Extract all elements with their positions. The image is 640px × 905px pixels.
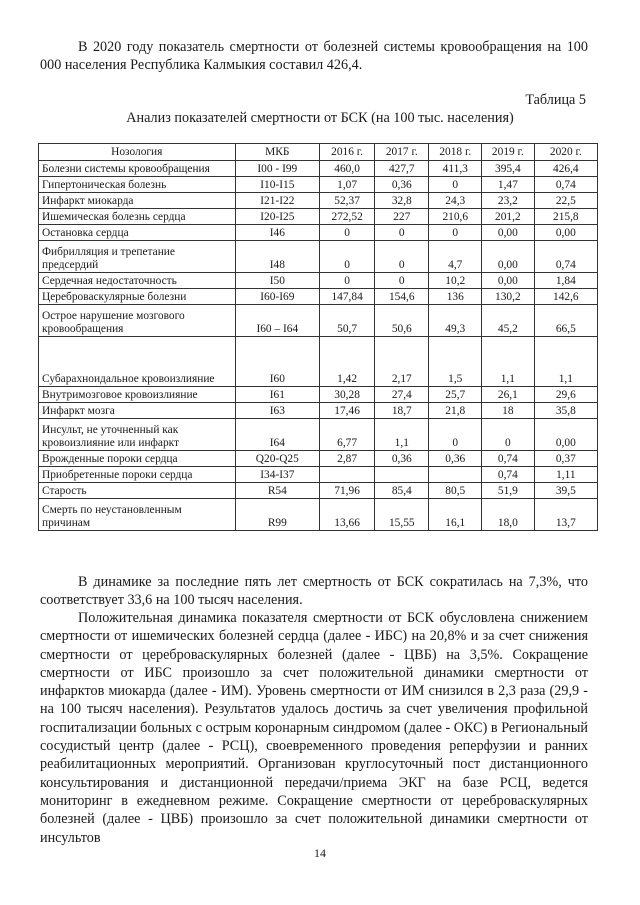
value-cell: 10,2	[429, 273, 482, 289]
value-cell: 15,55	[375, 499, 429, 531]
value-cell: 0,00	[534, 419, 597, 451]
value-cell: 80,5	[429, 483, 482, 499]
value-cell: 427,7	[375, 161, 429, 177]
value-cell: 272,52	[320, 209, 375, 225]
table-row	[39, 387, 598, 403]
value-cell: 13,66	[320, 499, 375, 531]
icd-code-cell: I64	[235, 419, 320, 451]
header-2017: 2017 г.	[375, 144, 429, 161]
value-cell: 85,4	[375, 483, 429, 499]
value-cell: 51,9	[482, 483, 535, 499]
value-cell: 1,1	[375, 419, 429, 451]
icd-code-cell: R54	[235, 483, 320, 499]
table-body	[39, 161, 598, 531]
value-cell: 0	[320, 273, 375, 289]
value-cell: 215,8	[534, 209, 597, 225]
value-cell: 49,3	[429, 305, 482, 337]
header-nosology: Нозология	[39, 144, 236, 161]
value-cell: 4,7	[429, 241, 482, 273]
value-cell: 26,1	[482, 387, 535, 403]
value-cell: 136	[429, 289, 482, 305]
value-cell: 0,74	[482, 451, 535, 467]
header-2016: 2016 г.	[320, 144, 375, 161]
value-cell: 0	[320, 225, 375, 241]
value-cell: 0,00	[482, 241, 535, 273]
icd-code-cell: I60-I69	[235, 289, 320, 305]
page-number: 14	[314, 846, 326, 860]
icd-code-cell: I20-I25	[235, 209, 320, 225]
icd-code-cell: I46	[235, 225, 320, 241]
mortality-table	[38, 143, 598, 531]
value-cell: 0,74	[482, 467, 535, 483]
value-cell: 0,74	[534, 177, 597, 193]
icd-code-cell: I60	[235, 337, 320, 387]
header-2020: 2020 г.	[534, 144, 597, 161]
header-icd: МКБ	[235, 144, 320, 161]
table-row	[39, 419, 598, 451]
value-cell	[429, 467, 482, 483]
value-cell: 6,77	[320, 419, 375, 451]
nosology-cell: Ишемическая болезнь сердца	[39, 209, 236, 225]
value-cell: 50,6	[375, 305, 429, 337]
value-cell: 227	[375, 209, 429, 225]
value-cell: 39,5	[534, 483, 597, 499]
value-cell: 22,5	[534, 193, 597, 209]
nosology-cell: Внутримозговое кровоизлияние	[39, 387, 236, 403]
value-cell: 17,46	[320, 403, 375, 419]
value-cell: 0	[429, 419, 482, 451]
nosology-cell: Инфаркт мозга	[39, 403, 236, 419]
value-cell: 1,5	[429, 337, 482, 387]
value-cell: 52,37	[320, 193, 375, 209]
icd-code-cell: I10-I15	[235, 177, 320, 193]
value-cell: 0	[320, 241, 375, 273]
icd-code-cell: I48	[235, 241, 320, 273]
analysis-paragraph: Положительная динамика показателя смертности от БСК обусловлена снижением смертности от ишемических болезней сердца (далее - ИБС) на 20,8% и за счет снижения смертности от цереброваскулярных болезней (далее - ЦВБ) на 3,5%. Сокращение смертности от ИБС произошло за счет положительной динамики смертности от инфарктов миокарда (далее - ИМ). Уровень смертности от ИМ снизился в 2,3 раза (29,9 - на 100 тысяч населения). Результатов удалось достичь за счет увеличения профильной госпитализации больных с острым коронарным синдромом (далее - ОКС) в Региональный сосудистый центр (далее - РСЦ), своевременного проведения реперфузии и ранних реабилитационных мероприятий. Организован круглосуточный пост дистанционного консультирования и дистанционной передачи/приема ЭКГ на базе РСЦ, ведется мониторинг в ежедневном режиме. Сокращение смертности от цереброваскулярных болезней (далее - ЦВБ) произошло за счет положительной динамики смертности от инсультов	[40, 610, 588, 846]
table-row	[39, 225, 598, 241]
nosology-cell: Гипертоническая болезнь	[39, 177, 236, 193]
header-2019: 2019 г.	[482, 144, 535, 161]
value-cell: 0	[375, 225, 429, 241]
icd-code-cell: I50	[235, 273, 320, 289]
table-row	[39, 161, 598, 177]
nosology-cell: Смерть по неустановленным причинам	[39, 499, 236, 531]
value-cell: 0,74	[534, 241, 597, 273]
dynamics-paragraph: В динамике за последние пять лет смертность от БСК сократилась на 7,3%, что соответствует 33,6 на 100 тысяч населения.	[40, 574, 588, 609]
table-row	[39, 273, 598, 289]
table-row	[39, 483, 598, 499]
value-cell: 0,36	[375, 177, 429, 193]
nosology-cell: Цереброваскулярные болезни	[39, 289, 236, 305]
value-cell: 25,7	[429, 387, 482, 403]
value-cell: 142,6	[534, 289, 597, 305]
value-cell	[320, 467, 375, 483]
value-cell: 1,1	[534, 337, 597, 387]
value-cell: 23,2	[482, 193, 535, 209]
table-row	[39, 499, 598, 531]
value-cell: 13,7	[534, 499, 597, 531]
value-cell: 50,7	[320, 305, 375, 337]
nosology-cell: Инфаркт миокарда	[39, 193, 236, 209]
nosology-cell: Приобретенные пороки сердца	[39, 467, 236, 483]
nosology-cell: Остановка сердца	[39, 225, 236, 241]
value-cell: 395,4	[482, 161, 535, 177]
table-row	[39, 193, 598, 209]
value-cell: 147,84	[320, 289, 375, 305]
value-cell: 0,00	[534, 225, 597, 241]
value-cell: 1,47	[482, 177, 535, 193]
icd-code-cell: I34-I37	[235, 467, 320, 483]
table-row	[39, 289, 598, 305]
table-row	[39, 451, 598, 467]
value-cell: 210,6	[429, 209, 482, 225]
nosology-cell: Субарахноидальное кровоизлияние	[39, 337, 236, 387]
value-cell: 0	[482, 419, 535, 451]
value-cell: 0,37	[534, 451, 597, 467]
table-row	[39, 403, 598, 419]
value-cell: 201,2	[482, 209, 535, 225]
value-cell: 1,1	[482, 337, 535, 387]
value-cell: 0,36	[375, 451, 429, 467]
value-cell: 0,36	[429, 451, 482, 467]
icd-code-cell: I00 - I99	[235, 161, 320, 177]
value-cell: 21,8	[429, 403, 482, 419]
value-cell: 66,5	[534, 305, 597, 337]
intro-paragraph: В 2020 году показатель смертности от болезней системы кровообращения на 100 000 населения Республика Калмыкия составил 426,4.	[40, 39, 588, 74]
value-cell: 27,4	[375, 387, 429, 403]
value-cell: 18	[482, 403, 535, 419]
value-cell: 0	[375, 241, 429, 273]
nosology-cell: Врожденные пороки сердца	[39, 451, 236, 467]
value-cell: 2,17	[375, 337, 429, 387]
value-cell: 45,2	[482, 305, 535, 337]
value-cell: 0	[375, 273, 429, 289]
value-cell: 32,8	[375, 193, 429, 209]
nosology-cell: Острое нарушение мозгового кровообращения	[39, 305, 236, 337]
value-cell: 16,1	[429, 499, 482, 531]
table-caption: Анализ показателей смертности от БСК (на 100 тыс. населения)	[126, 110, 514, 126]
value-cell: 1,42	[320, 337, 375, 387]
table-row	[39, 467, 598, 483]
value-cell: 18,0	[482, 499, 535, 531]
nosology-cell: Сердечная недостаточность	[39, 273, 236, 289]
nosology-cell: Болезни системы кровообращения	[39, 161, 236, 177]
value-cell: 0,00	[482, 225, 535, 241]
value-cell: 1,84	[534, 273, 597, 289]
value-cell: 1,07	[320, 177, 375, 193]
value-cell: 426,4	[534, 161, 597, 177]
value-cell: 411,3	[429, 161, 482, 177]
value-cell: 24,3	[429, 193, 482, 209]
icd-code-cell: I60 – I64	[235, 305, 320, 337]
table-row	[39, 337, 598, 387]
value-cell: 35,8	[534, 403, 597, 419]
icd-code-cell: I61	[235, 387, 320, 403]
value-cell	[375, 467, 429, 483]
nosology-cell: Старость	[39, 483, 236, 499]
table-label: Таблица 5	[525, 92, 586, 108]
table-row	[39, 241, 598, 273]
icd-code-cell: I21-I22	[235, 193, 320, 209]
value-cell: 460,0	[320, 161, 375, 177]
value-cell: 0,00	[482, 273, 535, 289]
value-cell: 29,6	[534, 387, 597, 403]
table-row	[39, 177, 598, 193]
value-cell: 0	[429, 225, 482, 241]
table-header-row	[39, 144, 598, 161]
nosology-cell: Инсульт, не уточненный как кровоизлияние или инфаркт	[39, 419, 236, 451]
value-cell: 154,6	[375, 289, 429, 305]
value-cell: 1,11	[534, 467, 597, 483]
icd-code-cell: R99	[235, 499, 320, 531]
table-row	[39, 305, 598, 337]
nosology-cell: Фибрилляция и трепетание предсердий	[39, 241, 236, 273]
value-cell: 0	[429, 177, 482, 193]
value-cell: 71,96	[320, 483, 375, 499]
icd-code-cell: I63	[235, 403, 320, 419]
table-row	[39, 209, 598, 225]
value-cell: 30,28	[320, 387, 375, 403]
value-cell: 18,7	[375, 403, 429, 419]
value-cell: 130,2	[482, 289, 535, 305]
header-2018: 2018 г.	[429, 144, 482, 161]
value-cell: 2,87	[320, 451, 375, 467]
icd-code-cell: Q20-Q25	[235, 451, 320, 467]
